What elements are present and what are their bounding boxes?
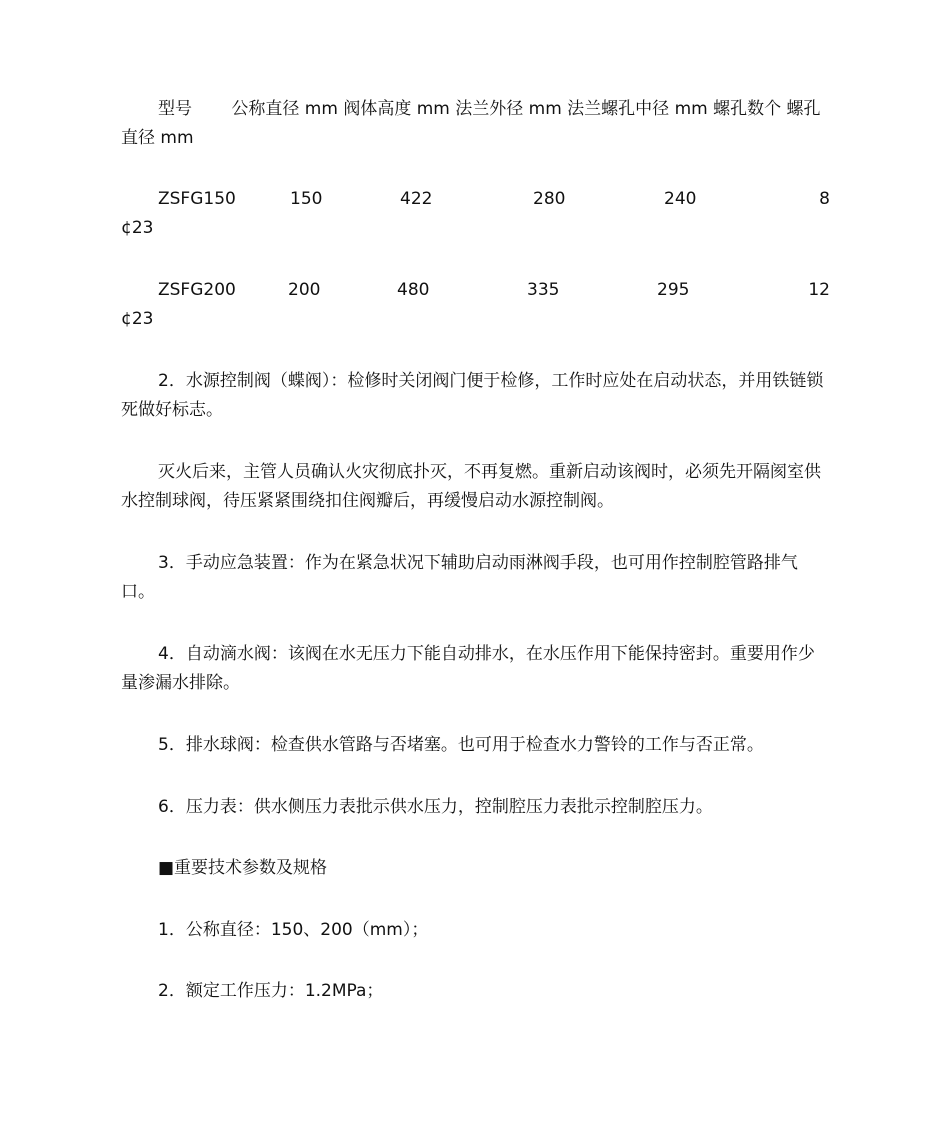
section-heading: ■重要技术参数及规格 [158,858,328,878]
row-nominal-diameter: 150 [290,189,323,209]
row-bolt-hole-diameter: ¢23 [121,309,154,329]
paragraph-restart-procedure: 灭火后来，主管人员确认火灾彻底扑灭，不再复燃。重新启动该阀时，必须先开隔阂室供水控制球阀，待压紧紧围绕扣住阀瓣后，再缓慢启动水源控制阀。 [121,462,821,511]
paragraph-water-control-valve: 2．水源控制阀（蝶阀）：检修时关闭阀门便于检修，工作时应处在启动状态，并用铁链锁死做好标志。 [121,371,824,420]
row-body-height: 480 [397,280,430,300]
row-nominal-diameter: 200 [288,280,321,300]
row-bolt-circle-diameter: 295 [657,280,690,300]
paragraph-auto-drip-valve: 4．自动滴水阀：该阀在水无压力下能自动排水，在水压作用下能保持密封。重要用作少量渗漏水排除。 [121,644,815,693]
row-flange-outer-diameter: 280 [533,189,566,209]
row-bolt-count: 8 [819,189,830,209]
row-model: ZSFG150 [158,189,236,209]
row-bolt-circle-diameter: 240 [664,189,697,209]
table-header-line1: 型号 公称直径 mm 阀体高度 mm 法兰外径 mm 法兰螺孔中径 mm 螺孔数个 螺 [158,99,804,119]
paragraph-drain-ball-valve: 5．排水球阀：检查供水管路与否堵塞。也可用于检查水力警铃的工作与否正常。 [158,735,764,755]
paragraph-pressure-gauge: 6．压力表：供水侧压力表批示供水压力，控制腔压力表批示控制腔压力。 [158,797,713,817]
row-bolt-hole-diameter: ¢23 [121,218,154,238]
row-bolt-count: 12 [808,280,830,300]
row-flange-outer-diameter: 335 [527,280,560,300]
paragraph-manual-emergency-device: 3．手动应急装置：作为在紧急状况下辅助启动雨淋阀手段，也可用作控制腔管路排气口。 [121,553,798,602]
table-header [121,95,830,153]
table-header-line2: 孔直径 mm [121,99,821,148]
row-body-height: 422 [400,189,433,209]
row-model: ZSFG200 [158,280,236,300]
spec-rated-pressure: 2．额定工作压力：1.2MPa； [158,981,384,1001]
spec-nominal-diameter: 1．公称直径：150、200（mm）； [158,920,429,940]
